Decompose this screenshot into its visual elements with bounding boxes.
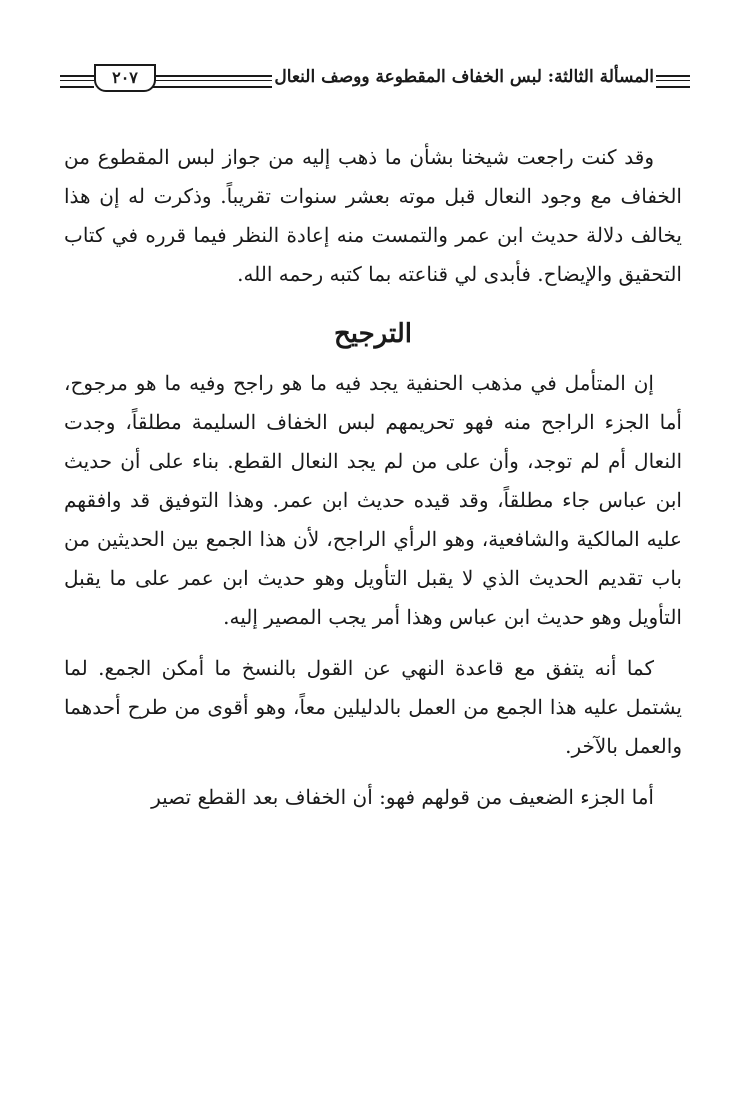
paragraph-3: كما أنه يتفق مع قاعدة النهي عن القول بالنسخ ما أمكن الجمع. لما يشتمل عليه هذا الجمع من العمل بالدليلين معاً، وهو أقوى من طرح أحدهما والعمل بالآخر. bbox=[64, 656, 682, 758]
header-ornament-left bbox=[60, 75, 94, 88]
page-body bbox=[64, 138, 682, 829]
paragraph-4: أما الجزء الضعيف من قولهم فهو: أن الخفاف بعد القطع تصير bbox=[151, 785, 654, 809]
running-header bbox=[60, 64, 690, 94]
header-ornament-right bbox=[656, 75, 690, 88]
page-number: ٢٠٧ bbox=[94, 64, 156, 92]
paragraph-2: إن المتأمل في مذهب الحنفية يجد فيه ما هو راجح وفيه ما هو مرجوح، أما الجزء الراجح منه فهو تحريمهم لبس الخفاف السليمة مطلقاً، وجدت النعال أم لم توجد، وأن على من لم يجد النعال القطع. بناء على أن حديث ابن عباس جاء مطلقاً، وقد قيده حديث ابن عمر. وهذا التوفيق قد وافقهم عليه المالكية والشافعية، وهو الرأي الراجح، لأن هذا الجمع بين الحديثين من باب تقديم الحديث الذي لا يقبل التأويل وهو حديث ابن عمر على ما يقبل التأويل وهو حديث ابن عباس وهذا أمر يجب المصير إليه. bbox=[64, 371, 682, 629]
section-heading: الترجيح bbox=[333, 319, 413, 349]
paragraph-1: وقد كنت راجعت شيخنا بشأن ما ذهب إليه من جواز لبس المقطوع من الخفاف مع وجود النعال قبل موته بعشر سنوات تقريباً. وذكرت له إن هذا يخالف دلالة حديث ابن عمر والتمست منه إعادة النظر فيما قرره في كتاب التحقيق والإيضاح. فأبدى لي قناعته بما كتبه رحمه الله. bbox=[64, 145, 682, 286]
header-title: المسألة الثالثة: لبس الخفاف المقطوعة ووصف النعال bbox=[272, 64, 656, 90]
